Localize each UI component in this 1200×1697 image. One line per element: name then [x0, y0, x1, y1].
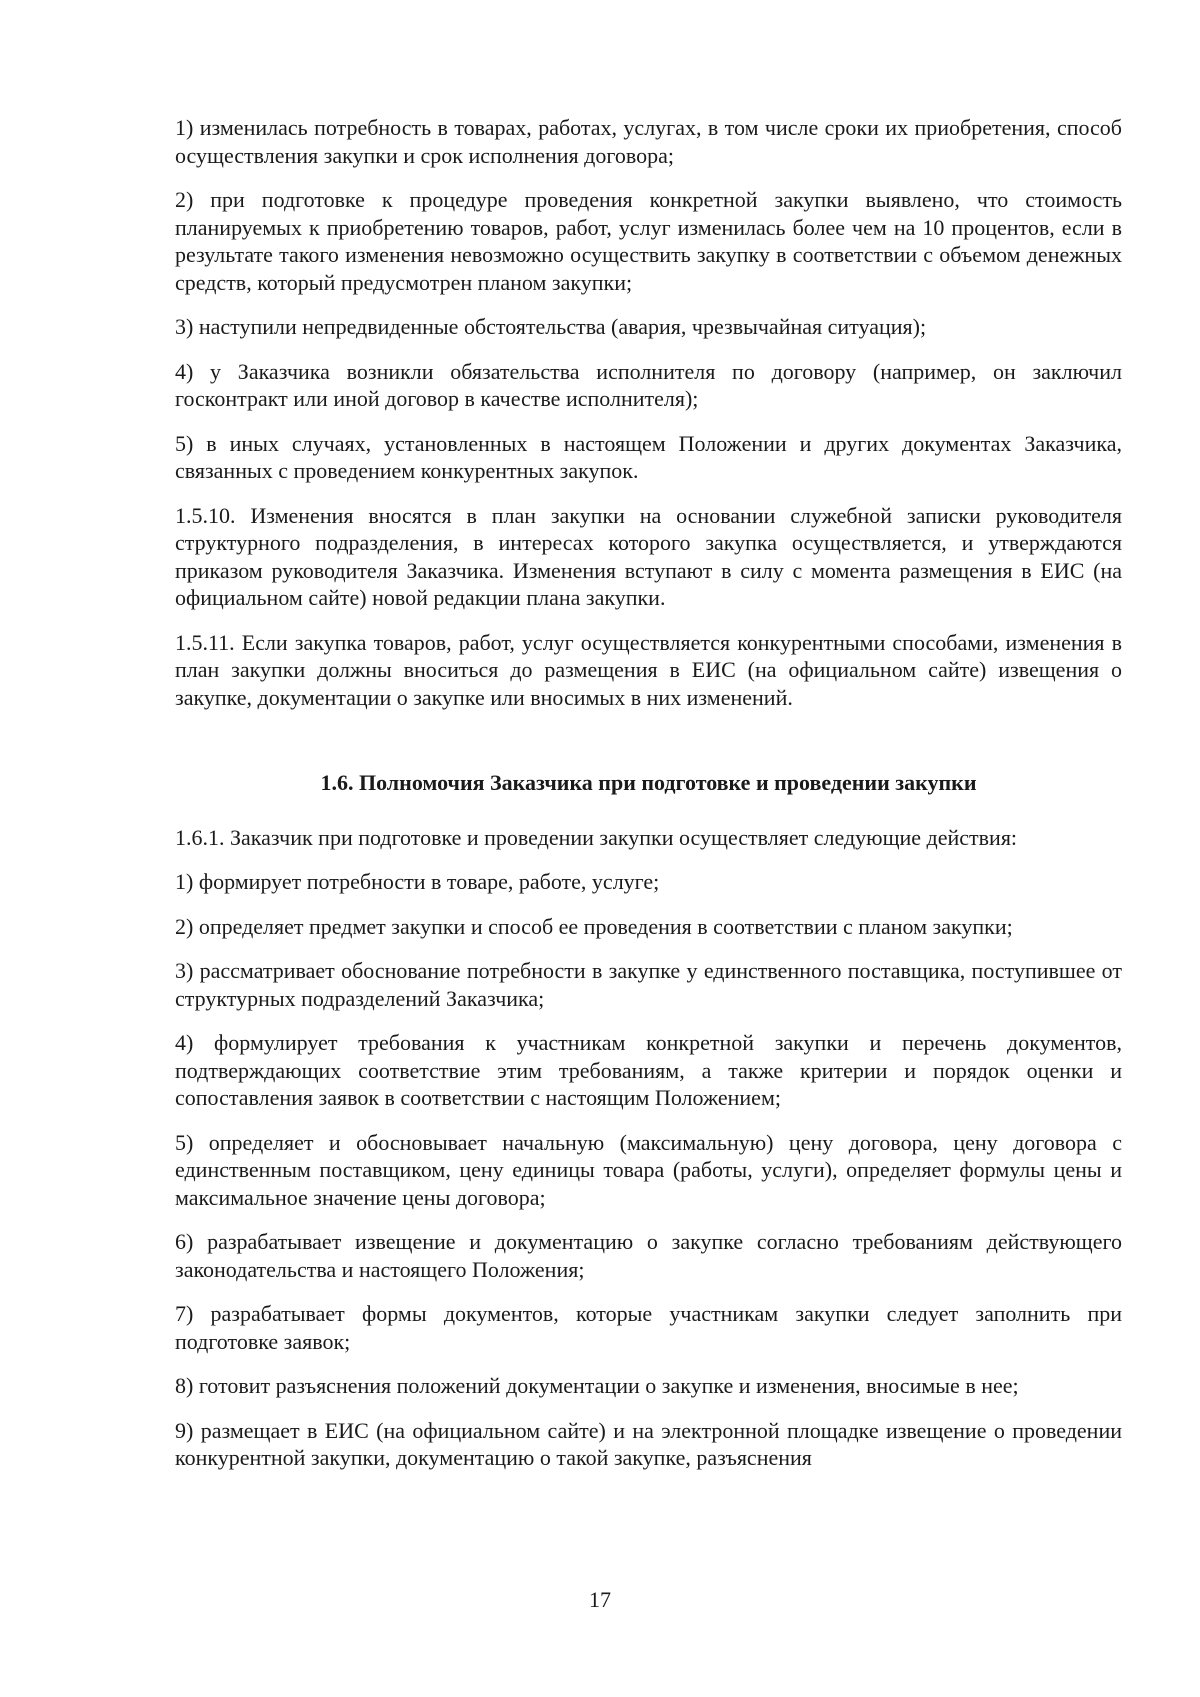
list-item-other-cases: 5) в иных случаях, установленных в настоящем Положении и других документах Заказчика, связанных с проведением конкурентных закупок. — [175, 430, 1122, 483]
duty-item-8: 8) готовит разъяснения положений документации о закупке и изменения, вносимые в нее; — [175, 1373, 1019, 1398]
duty-item-5: 5) определяет и обосновывает начальную (максимальную) цену договора, цену договора с единственным поставщиком, цену единицы товара (работы, услуги), определяет формулы цены и максимальное значение цены договора; — [175, 1129, 1122, 1210]
page-content — [175, 114, 1122, 1489]
duty-item-7: 7) разрабатывает формы документов, которые участникам закупки следует заполнить при подготовке заявок; — [175, 1301, 1122, 1354]
duty-item-2: 2) определяет предмет закупки и способ ее проведения в соответствии с планом закупки; — [175, 913, 1013, 939]
duty-item-4: 4) формулирует требования к участникам конкретной закупки и перечень документов, подтверждающих соответствие этим требованиям, а также критерии и порядок оценки и сопоставления заявок в соответствии с настоящим Положением; — [175, 1030, 1122, 1110]
section-heading-1-6: 1.6. Полномочия Заказчика при подготовке и проведении закупки — [320, 770, 977, 795]
clause-1-5-11: 1.5.11. Если закупка товаров, работ, услуг осуществляется конкурентными способами, изменения в план закупки должны вноситься до размещения в ЕИС (на официальном сайте) извещения о закупке, документации о закупке или вносимых в них изменений. — [175, 629, 1122, 710]
page-number: 17 — [589, 1587, 611, 1612]
duty-item-3: 3) рассматривает обоснование потребности в закупке у единственного поставщика, поступившее от структурных подразделений Заказчика; — [175, 958, 1122, 1011]
list-item-unforeseen-circumstances: 3) наступили непредвиденные обстоятельства (авария, чрезвычайная ситуация); — [175, 314, 927, 339]
duty-item-1: 1) формирует потребности в товаре, работе, услуге; — [175, 869, 660, 894]
list-item-changed-need: 1) изменилась потребность в товарах, работах, услугах, в том числе сроки их приобретения, способ осуществления закупки и срок исполнения договора; — [175, 115, 1122, 168]
list-item-contractor-obligations: 4) у Заказчика возникли обязательства исполнителя по договору (например, он заключил госконтракт или иной договор в качестве исполнителя); — [175, 358, 1122, 411]
clause-1-5-10: 1.5.10. Изменения вносятся в план закупки на основании служебной записки руководителя структурного подразделения, в интересах которого закупка осуществляется, и утверждаются приказом руководителя Заказчика. Изменения вступают в силу с момента размещения в ЕИС (на официальном сайте) новой редакции плана закупки. — [175, 502, 1122, 610]
list-item-cost-change: 2) при подготовке к процедуре проведения конкретной закупки выявлено, что стоимость планируемых к приобретению товаров, работ, услуг изменилась более чем на 10 процентов, если в результате такого изменения невозможно осуществить закупку в соответствии с объемом денежных средств, который предусмотрен планом закупки; — [175, 187, 1122, 295]
duty-item-9: 9) размещает в ЕИС (на официальном сайте) и на электронной площадке извещение о проведении конкурентной закупки, документацию о такой закупке, разъяснения — [175, 1417, 1122, 1470]
clause-1-6-1: 1.6.1. Заказчик при подготовке и проведении закупки осуществляет следующие действия: — [175, 824, 1018, 850]
duty-item-6: 6) разрабатывает извещение и документацию о закупке согласно требованиям действующего законодательства и настоящего Положения; — [175, 1229, 1122, 1282]
